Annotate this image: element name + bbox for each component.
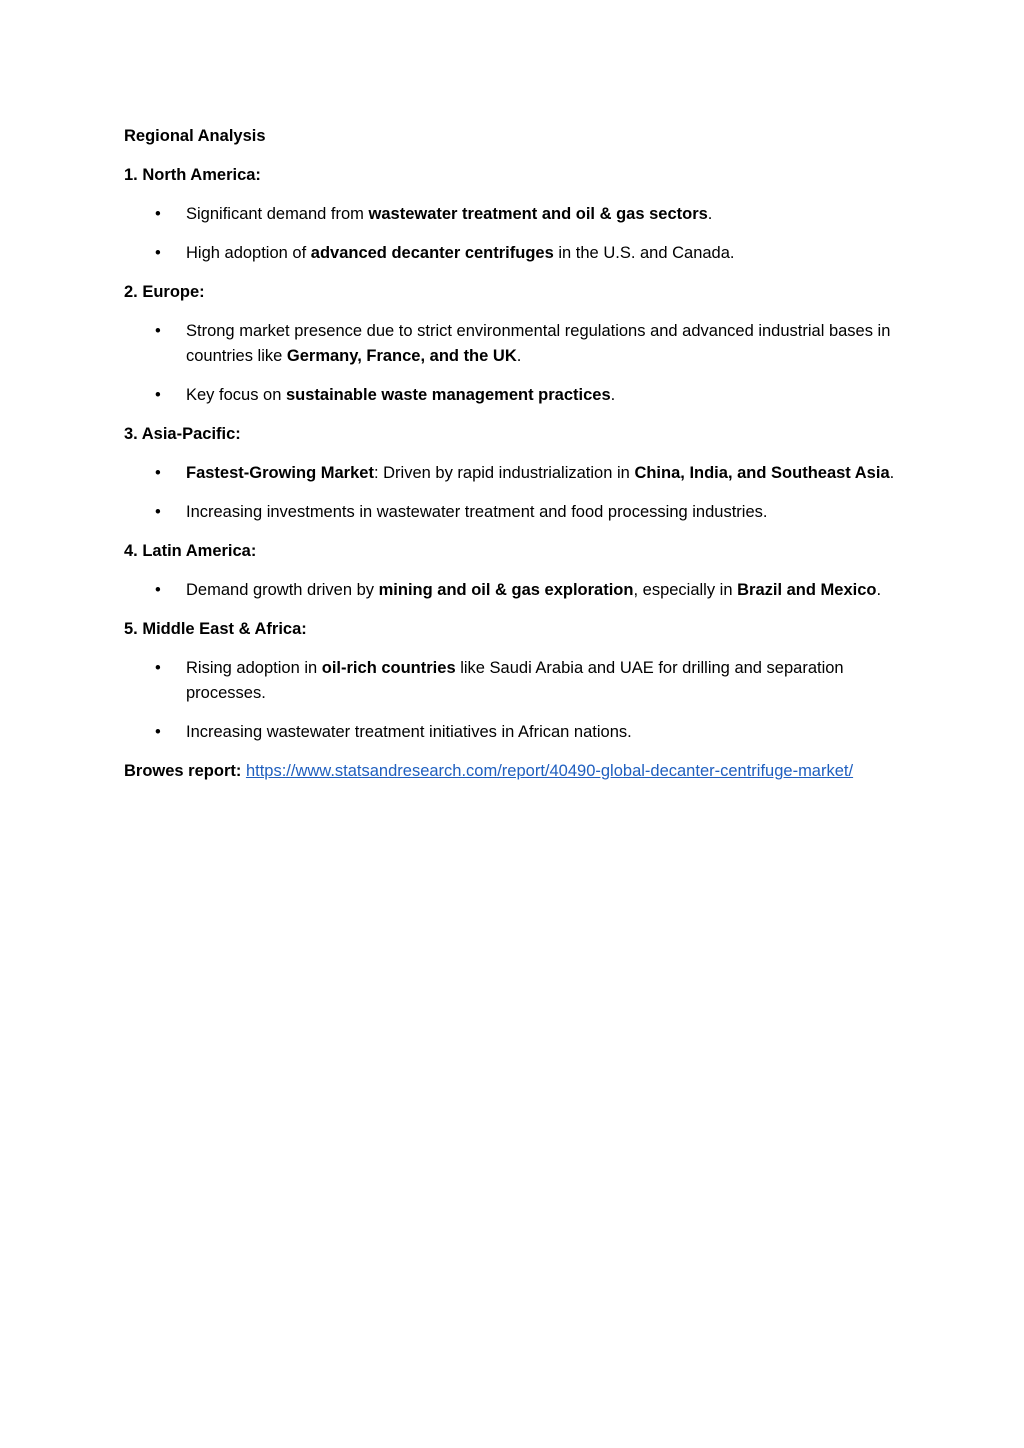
region-bullets bbox=[124, 319, 904, 408]
text-run: . bbox=[876, 581, 882, 599]
bold-text: mining and oil & gas exploration bbox=[378, 581, 634, 599]
bullet-dot-icon: • bbox=[155, 723, 161, 741]
bullet-item bbox=[124, 202, 904, 227]
bullet-dot-icon: • bbox=[155, 464, 161, 482]
region-heading: 1. North America: bbox=[124, 166, 261, 184]
text-run: Key focus on bbox=[186, 386, 286, 404]
text-run: : Driven by rapid industrialization in bbox=[373, 464, 635, 482]
bullet-item bbox=[124, 319, 904, 369]
text-run: , especially in bbox=[633, 581, 738, 599]
bullet-dot-icon: • bbox=[155, 503, 161, 521]
bullet-dot-icon: • bbox=[155, 581, 161, 599]
bold-text: Brazil and Mexico bbox=[737, 581, 877, 599]
region-heading: 4. Latin America: bbox=[124, 542, 257, 560]
region-heading: 5. Middle East & Africa: bbox=[124, 620, 307, 638]
bullet-item bbox=[124, 383, 904, 408]
region-bullets bbox=[124, 656, 904, 745]
page-heading: Regional Analysis bbox=[124, 127, 266, 145]
bold-text: oil-rich countries bbox=[321, 659, 456, 677]
text-run: . bbox=[610, 386, 616, 404]
region-bullets bbox=[124, 578, 904, 603]
region-bullets bbox=[124, 461, 904, 525]
region-heading: 3. Asia-Pacific: bbox=[124, 425, 241, 443]
bold-text: wastewater treatment and oil & gas sectors bbox=[368, 205, 708, 223]
bullet-dot-icon: • bbox=[155, 386, 161, 404]
bullet-item bbox=[124, 241, 904, 266]
bold-text: China, India, and Southeast Asia bbox=[634, 464, 890, 482]
text-run: Increasing wastewater treatment initiatives in African nations. bbox=[186, 723, 632, 741]
bullet-item bbox=[124, 500, 904, 525]
text-run: like Saudi Arabia and UAE for drilling and separation processes. bbox=[186, 659, 844, 702]
regions-list bbox=[124, 163, 904, 745]
report-link[interactable]: https://www.statsandresearch.com/report/40490-global-decanter-centrifuge-market/ bbox=[245, 762, 854, 780]
region-heading: 2. Europe: bbox=[124, 283, 205, 301]
region-bullets bbox=[124, 202, 904, 266]
bullet-dot-icon: • bbox=[155, 244, 161, 262]
text-run: . bbox=[516, 347, 522, 365]
document-page bbox=[124, 124, 904, 784]
bold-text: advanced decanter centrifuges bbox=[310, 244, 554, 262]
text-run: High adoption of bbox=[186, 244, 311, 262]
bold-text: sustainable waste management practices bbox=[285, 386, 611, 404]
bullet-item bbox=[124, 656, 904, 706]
report-line bbox=[124, 759, 904, 784]
bullet-dot-icon: • bbox=[155, 322, 161, 340]
bold-text: Germany, France, and the UK bbox=[286, 347, 517, 365]
text-run: . bbox=[889, 464, 895, 482]
text-run: . bbox=[707, 205, 713, 223]
report-label: Browes report: bbox=[124, 762, 242, 780]
text-run: Significant demand from bbox=[186, 205, 369, 223]
bullet-item bbox=[124, 720, 904, 745]
bullet-item bbox=[124, 578, 904, 603]
bullet-item bbox=[124, 461, 904, 486]
bullet-dot-icon: • bbox=[155, 205, 161, 223]
text-run: Strong market presence due to strict environmental regulations and advanced industrial bases in countries like bbox=[186, 322, 891, 365]
text-run: Increasing investments in wastewater treatment and food processing industries. bbox=[186, 503, 768, 521]
text-run: in the U.S. and Canada. bbox=[553, 244, 735, 262]
text-run: Demand growth driven by bbox=[186, 581, 379, 599]
bold-text: Fastest-Growing Market bbox=[186, 464, 374, 482]
text-run: Rising adoption in bbox=[186, 659, 322, 677]
bullet-dot-icon: • bbox=[155, 659, 161, 677]
